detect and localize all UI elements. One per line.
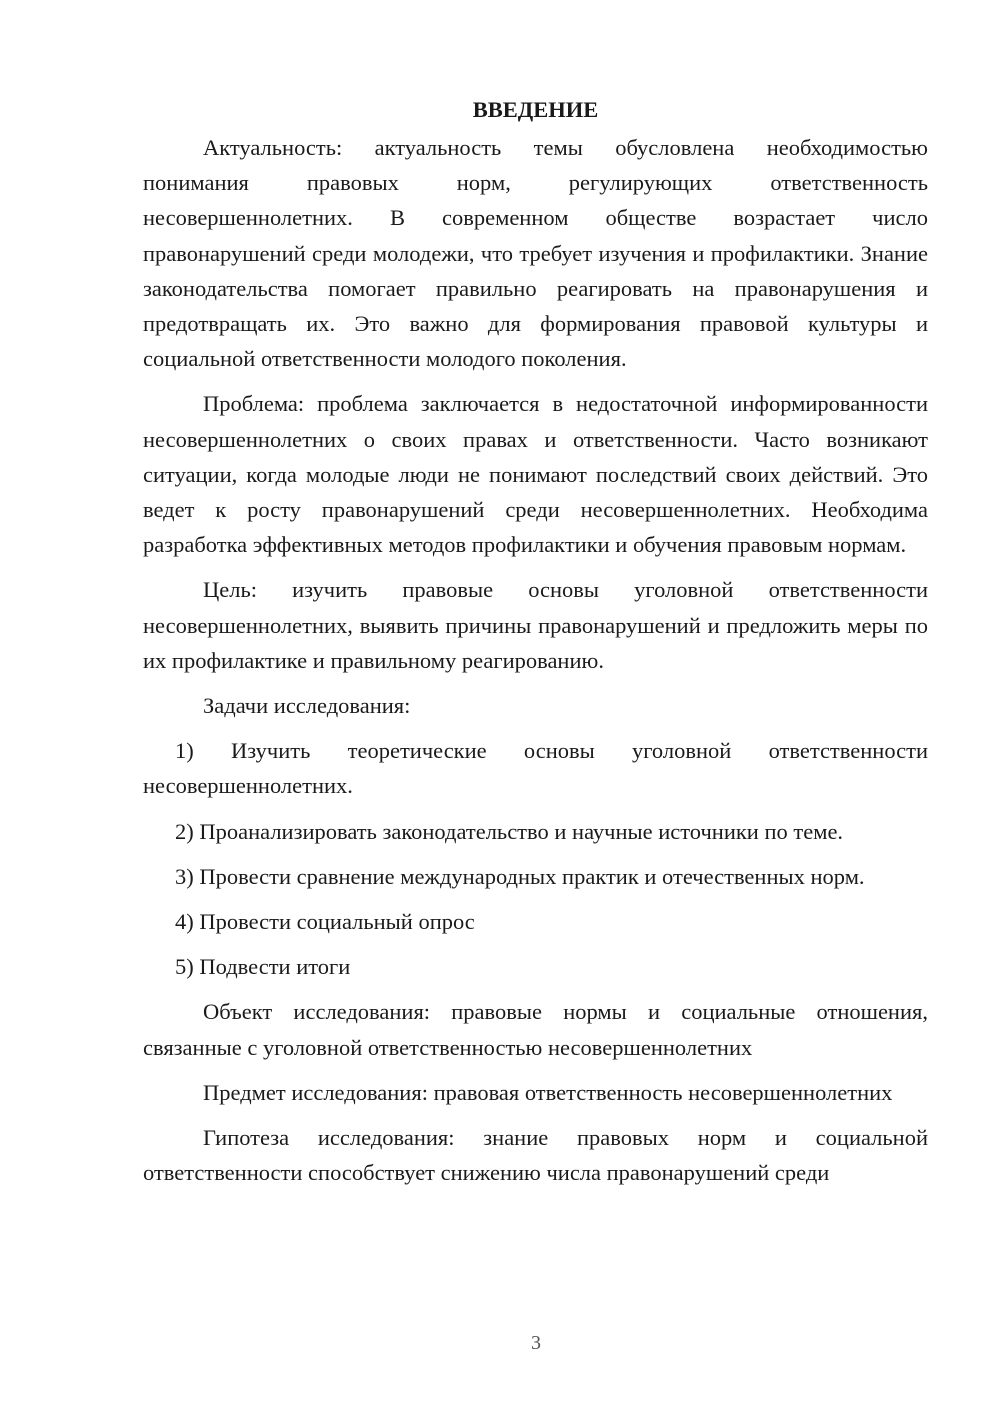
document-body bbox=[143, 92, 928, 1190]
paragraph-problem: Проблема: проблема заключается в недостаточной информированности несовершеннолетних о своих правах и ответственности. Часто возникают ситуации, когда молодые люди не понимают последствий своих действий. Это ведет к росту правонарушений среди несовершеннолетних. Необходима разработка эффективных методов профилактики и обучения правовым нормам. bbox=[143, 391, 928, 558]
task-item-4: 4) Провести социальный опрос bbox=[175, 909, 475, 935]
paragraph-object: Объект исследования: правовые нормы и социальные отношения, связанные с уголовной ответственностью несовершеннолетних bbox=[143, 999, 928, 1060]
task-item-5: 5) Подвести итоги bbox=[175, 954, 351, 980]
paragraph-hypothesis: Гипотеза исследования: знание правовых норм и социальной ответственности способствует снижению числа правонарушений среди bbox=[143, 1125, 928, 1186]
tasks-heading: Задачи исследования: bbox=[203, 693, 411, 719]
paragraph-relevance: Актуальность: актуальность темы обусловлена необходимостью понимания правовых норм, регулирующих ответственность несовершеннолетних. В современном обществе возрастает число правонарушений среди молодежи, что требует изучения и профилактики. Знание законодательства помогает правильно реагировать на правонарушения и предотвращать их. Это важно для формирования правовой культуры и социальной ответственности молодого поколения. bbox=[143, 135, 928, 372]
task-item-3: 3) Провести сравнение международных практик и отечественных норм. bbox=[175, 863, 865, 889]
task-item-1: 1) Изучить теоретические основы уголовной ответственности несовершеннолетних. bbox=[143, 738, 928, 799]
page-title: ВВЕДЕНИЕ bbox=[472, 97, 599, 122]
paragraph-goal: Цель: изучить правовые основы уголовной ответственности несовершеннолетних, выявить причины правонарушений и предложить меры по их профилактике и правильному реагированию. bbox=[143, 577, 928, 673]
page-number: 3 bbox=[531, 1332, 541, 1354]
paragraph-subject: Предмет исследования: правовая ответственность несовершеннолетних bbox=[203, 1079, 893, 1105]
task-item-2: 2) Проанализировать законодательство и научные источники по теме. bbox=[175, 818, 844, 844]
